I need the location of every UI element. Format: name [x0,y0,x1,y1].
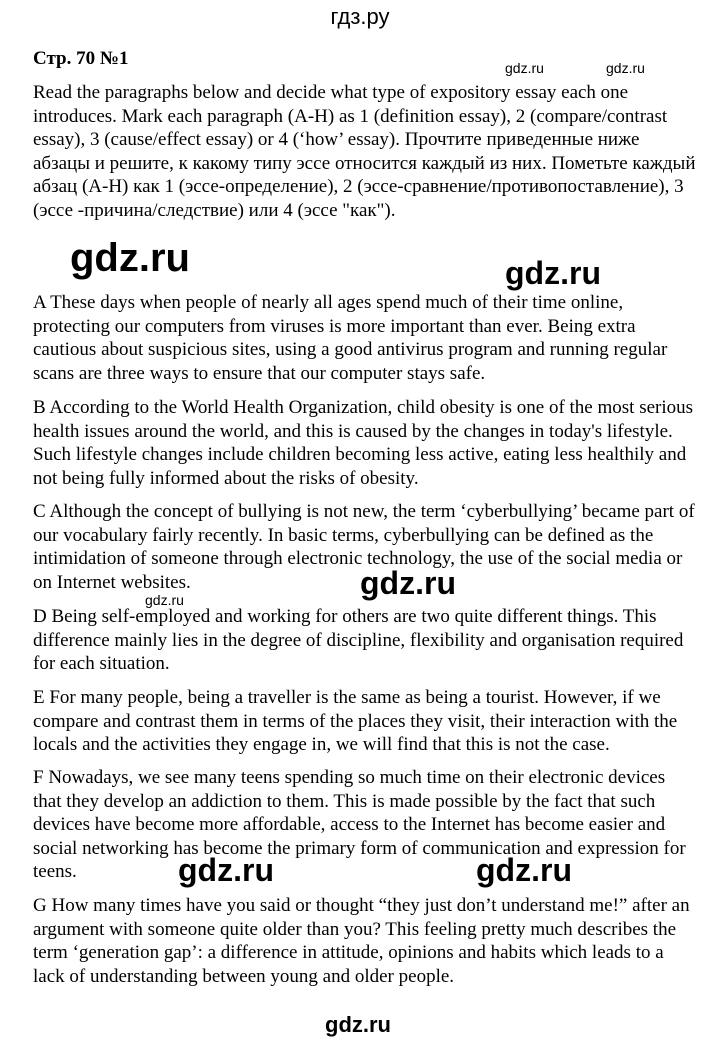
paragraph-b: B According to the World Health Organization, child obesity is one of the most serious health issues around the world, and this is caused by the changes in today's lifestyle. Such lifestyle changes include children becoming less active, eating less healthily and not being fully informed about the risks of obesity. [33,397,694,489]
paragraph-d: D Being self-employed and working for others are two quite different things. This difference mainly lies in the degree of discipline, flexibility and organisation required for each situation. [33,606,684,675]
instruction-text: Read the paragraphs below and decide what type of expository essay each one introduces. Mark each paragraph (A-H) as 1 (definition essay), 2 (compare/contrast essay), 3 (cause/effect essay) or 4 (‘how’ essay). Прочтите приведенные ниже абзацы и решите, к какому типу эссе относится каждый из них. Пометьте каждый абзац (A-H) как 1 (эссе-определение), 2 (эссе-сравнение/противопоставление), 3 (эссе -причина/следствие) или 4 (эссе "как"). [33,82,696,221]
paragraph-a: A These days when people of nearly all ages spend much of their time online, protecting our computers from viruses is more important than ever. Being extra cautious about suspicious sites, using a good antivirus program and running regular scans are three ways to ensure that our computer stays safe. [33,292,668,384]
paragraph-g: G How many times have you said or thought “they just don’t understand me!” after an argument with someone quite older than you? This feeling pretty much describes the term ‘generation gap’: a difference in attitude, opinions and habits which leads to a lack of understanding between young and older people. [33,895,690,987]
watermark: gdz.ru [606,60,645,76]
paragraph-e: E For many people, being a traveller is the same as being a tourist. However, if we compare and contrast them in terms of the places they visit, their interaction with the locals and the activities they engage in, we will find that this is not the case. [33,687,678,756]
watermark: gdz.ru [145,592,184,608]
paragraph-c: C Although the concept of bullying is not new, the term ‘cyberbullying’ became part of our vocabulary fairly recently. In basic terms, cyberbullying can be defined as the intimidation of someone through electronic technology, the use of the social media or on Internet websites. [33,501,695,593]
watermark: gdz.ru [325,1012,391,1037]
watermark: gdz.ru [70,236,190,280]
site-title: гдз.ру [330,4,390,29]
paragraph-f: F Nowadays, we see many teens spending so much time on their electronic devices that they develop an addiction to them. This is made possible by the fact that such devices have become more affordable, access to the Internet has become easier and social networking has become the primary form of communication and expression for teens. [33,767,686,883]
watermark: gdz.ru [178,852,274,888]
watermark: gdz.ru [360,565,456,601]
watermark: gdz.ru [476,852,572,888]
page-heading: Стр. 70 №1 [33,48,129,69]
watermark: gdz.ru [505,255,601,291]
watermark: gdz.ru [505,60,544,76]
